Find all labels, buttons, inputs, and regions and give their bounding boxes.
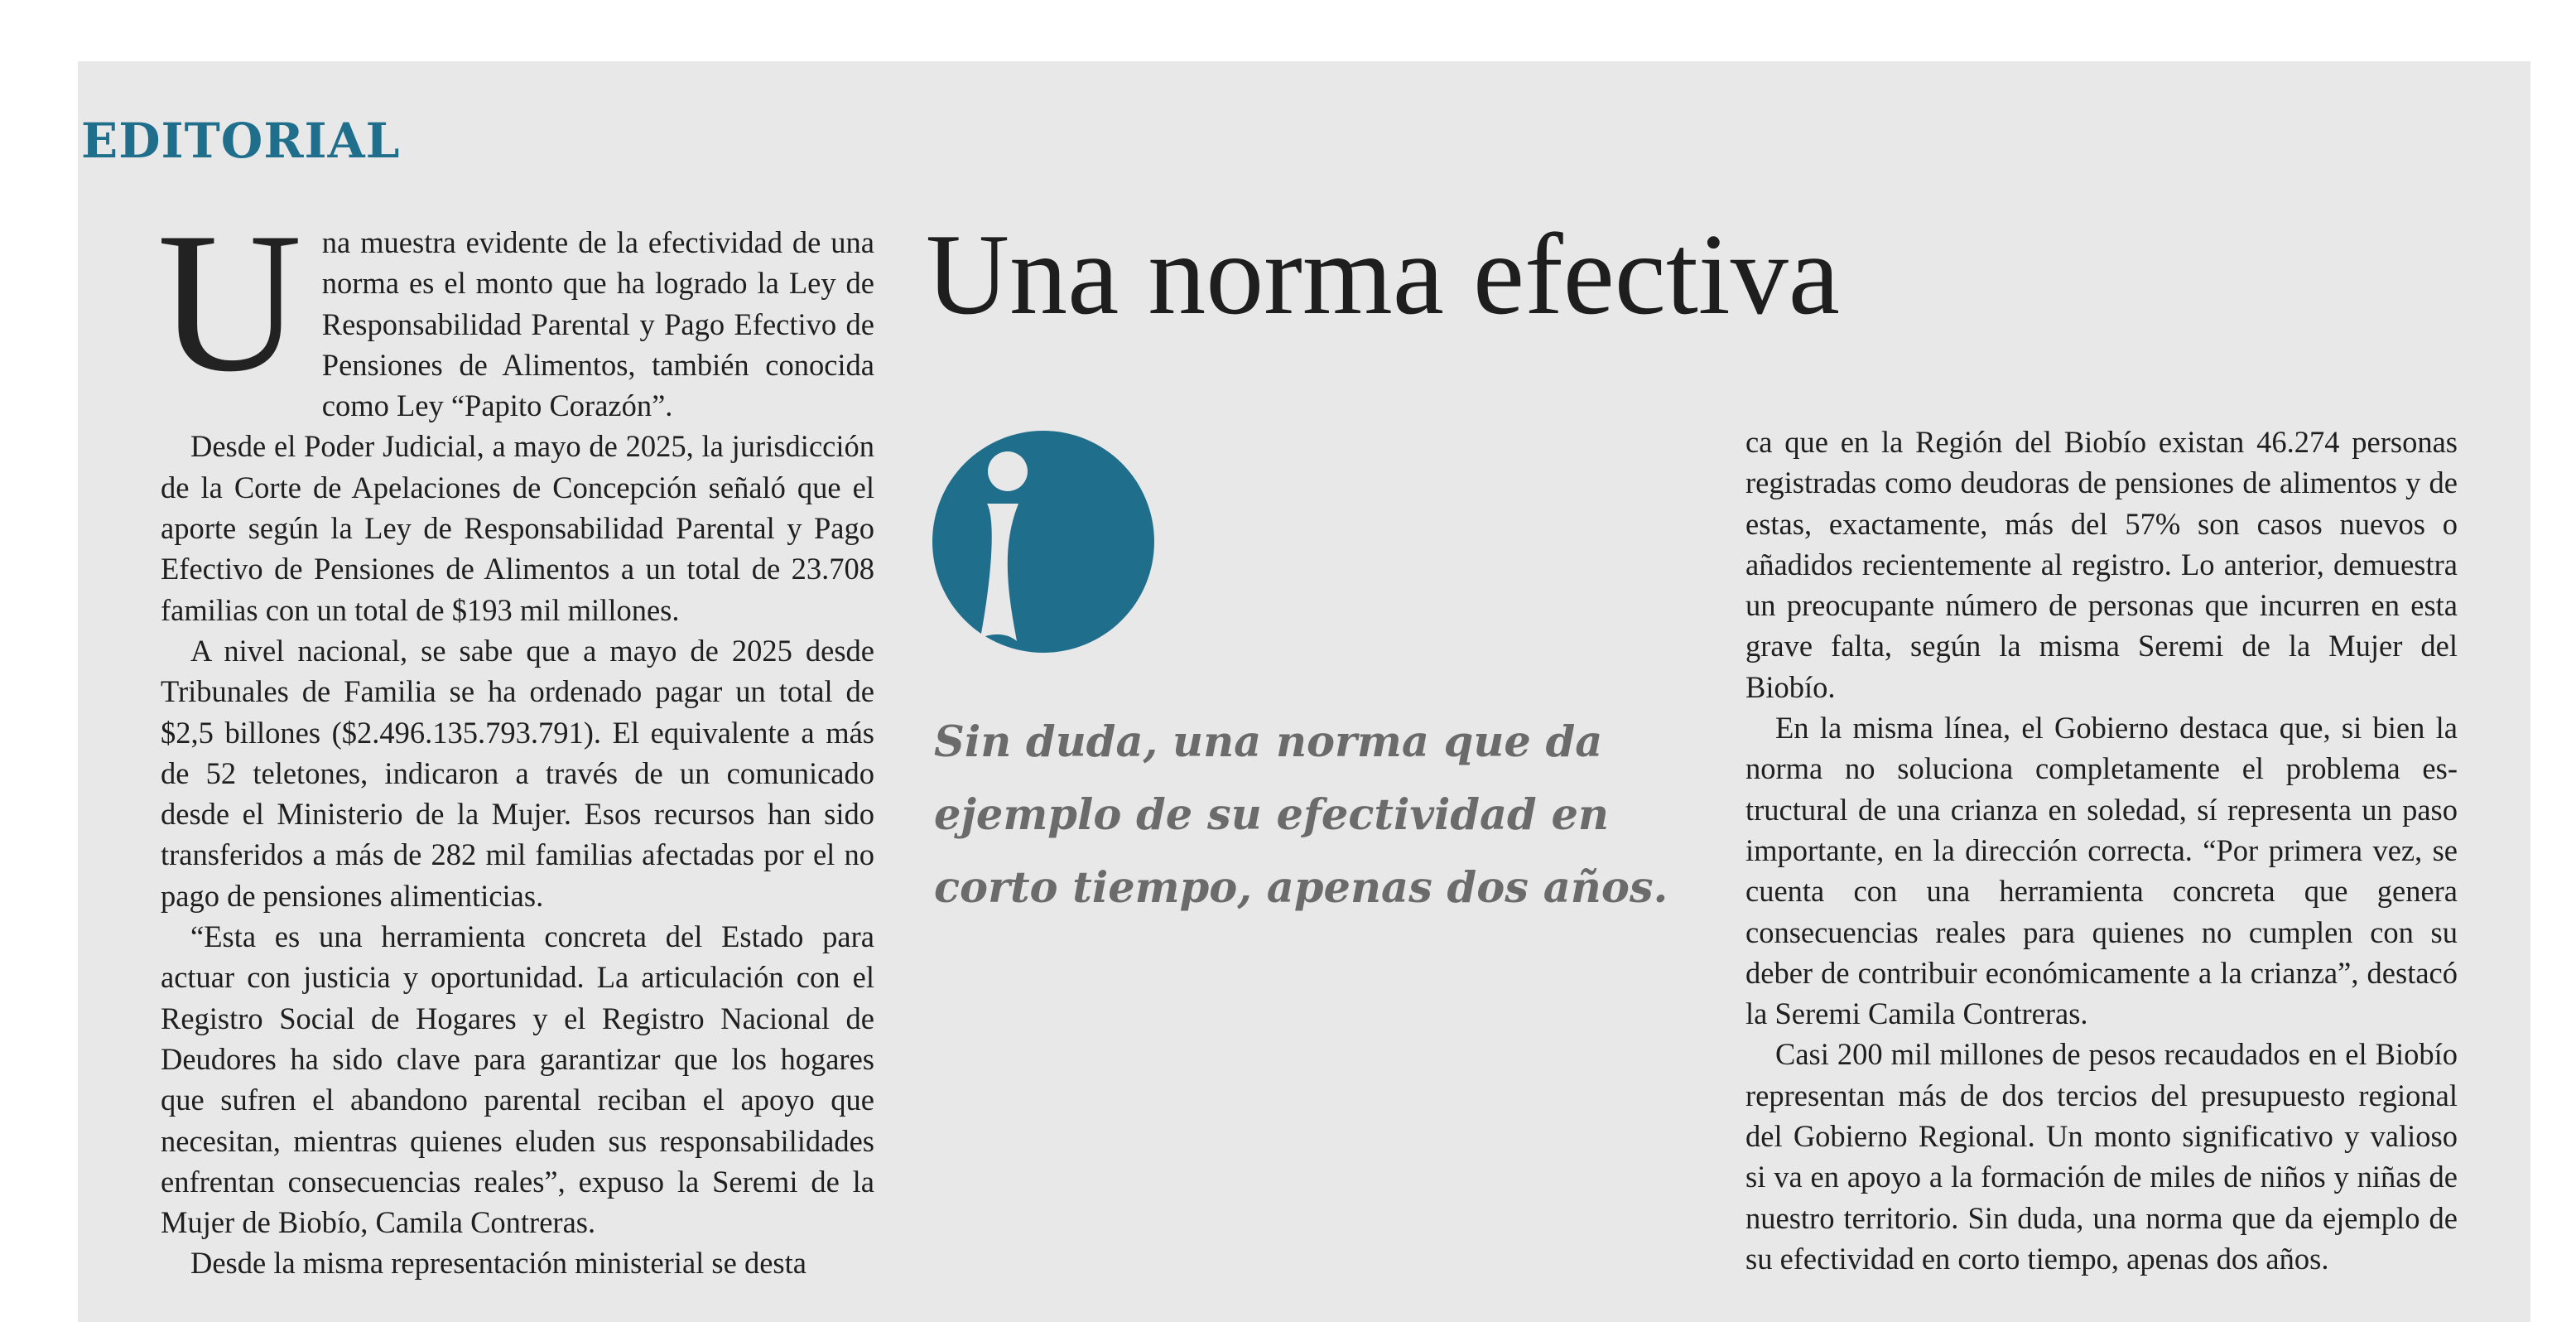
logo-circle [932, 431, 1154, 653]
article-paragraph: ca que en la Región del Biobío existan 46.274 personas registradas como deudoras de pensiones de alimentos y de estas, exactamente, más del 57% son casos nuevos o añadidos recientemente al registro. Lo anterior, demuestra un preocupante número de personas que incurren en esta grave falta, según la misma Seremi de la Mujer del Biobío. [1745, 425, 2458, 704]
article-paragraph: “Esta es una herramienta concreta del Estado para actuar con justicia y oportunidad. La articulación con el Registro Social de Hogares y el Registro Nacional de Deudores ha sido clave para garantizar que los hogares que sufren el abandono parental reciban el apoyo que necesitan, mientras quienes eluden sus responsabilidades enfrentan consecuencias reales”, expuso la Seremi de la Mujer de Biobío, Camila Contreras. [161, 919, 874, 1240]
article-paragraph: En la misma línea, el Gobierno destaca que, si bien la norma no soluciona completamente el problema estructural de una crianza en soledad, sí representa un paso importante, en la dirección correcta. “Por primera vez, se cuenta con una herramienta concreta que genera consecuencias reales para quienes no cumplen con su deber de contribuir económicamente a la crianza”, destacó la Seremi Camila Contreras. [1745, 711, 2458, 1031]
article-paragraph: Desde la misma representación ministerial se desta [190, 1246, 807, 1281]
headline: Una norma efectiva [926, 210, 1840, 339]
article-paragraph: A nivel nacional, se sabe que a mayo de 2025 desde Tribunales de Familia se ha ordenado pagar un total de $2,5 billones ($2.496.135.793.791). El equivalente a más de 52 teletones, indicaron a través de un comunicado desde el Ministerio de la Mujer. Esos recursos han sido transferidos a más de 282 mil familias afectadas por el no pago de pensiones alimenticias. [161, 633, 874, 913]
logo-dot [988, 451, 1028, 491]
article-left-column [157, 191, 874, 1284]
article-right-column [1745, 422, 2458, 1279]
article-paragraph: Casi 200 mil millones de pesos recaudados en el Biobío representan más de dos tercios del presupuesto regional del Gobierno Regional. Un monto significativo y valioso si va en apoyo a la formación de miles de niños y niñas de nuestro territorio. Sin duda, una norma que da ejemplo de su efectividad en corto tiempo, apenas dos años. [1745, 1037, 2458, 1276]
drop-cap: U [157, 191, 302, 413]
article-paragraph: na muestra evidente de la efectividad de una norma es el monto que ha logrado la Ley de Responsabilidad Parental y Pago Efectivo de Pensiones de Alimentos, también conocida como Ley “Papito Corazón”. [321, 225, 874, 423]
pull-quote: Sin duda, una norma que da ejemplo de su efectividad en corto tiempo, apenas dos años. [934, 717, 1668, 913]
article-paragraph: Desde el Poder Judicial, a mayo de 2025, la jurisdicción de la Corte de Apelaciones de Concepción señaló que el aporte según la Ley de Responsabilidad Parental y Pago Efectivo de Pensiones de Alimentos a un total de 23.708 familias con un total de $193 mil millones. [161, 429, 874, 627]
section-label: EDITORIAL [81, 113, 401, 169]
info-i-icon [931, 424, 1156, 659]
